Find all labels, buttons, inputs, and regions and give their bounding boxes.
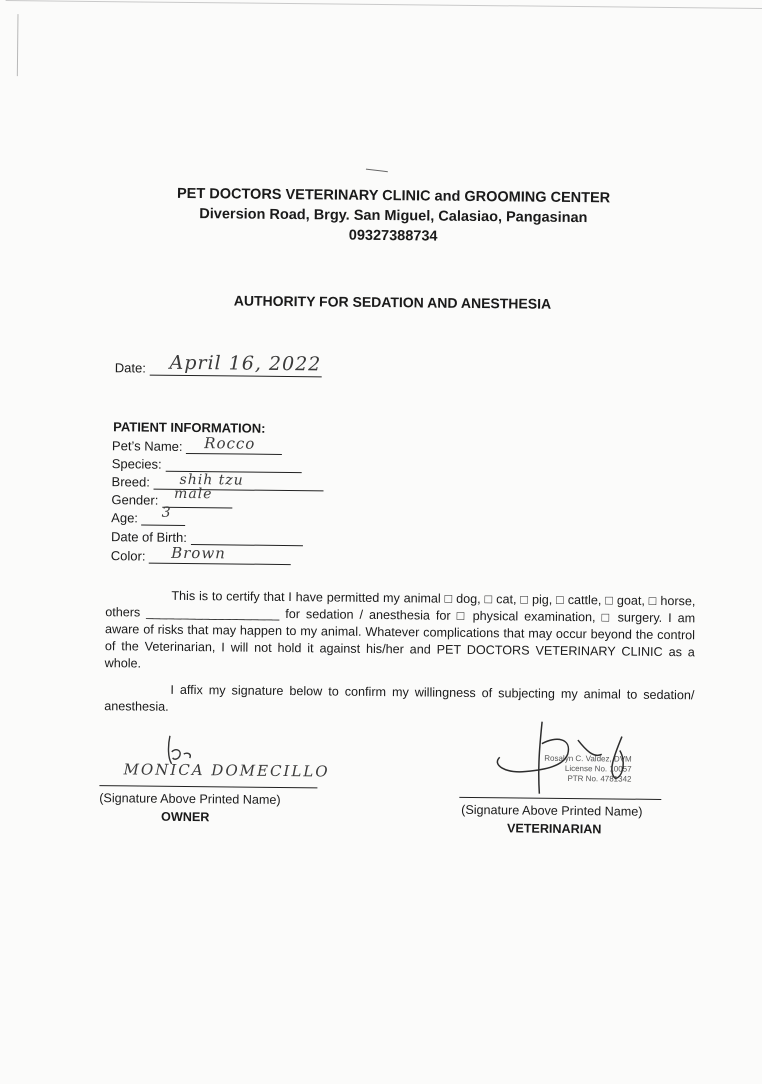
vet-stamp-ptr: PTR No. 4781342 xyxy=(567,773,632,784)
clinic-phone: 09327388734 xyxy=(348,227,438,245)
age-label: Age: xyxy=(111,510,139,526)
consent-paragraph-1 xyxy=(105,587,696,678)
color-line xyxy=(149,543,291,565)
dob-label: Date of Birth: xyxy=(110,529,187,545)
pet-name-line xyxy=(186,434,282,455)
vet-role-label: VETERINARIAN xyxy=(506,821,602,837)
age-field xyxy=(111,504,186,526)
patient-info-heading: PATIENT INFORMATION: xyxy=(113,419,266,436)
vet-stamp-name: Rosalyn C. Valdez, DVM xyxy=(544,753,632,764)
stray-mark xyxy=(366,169,388,173)
gender-label: Gender: xyxy=(111,492,159,508)
gender-line xyxy=(162,485,232,509)
owner-printed-name: MONICA DOMECILLO xyxy=(123,760,330,781)
pet-name-field xyxy=(111,434,282,455)
species-field xyxy=(112,455,302,473)
gender-value: male xyxy=(173,485,213,503)
document-title: AUTHORITY FOR SEDATION AND ANESTHESIA xyxy=(233,292,552,312)
clinic-name: PET DOCTORS VETERINARY CLINIC and GROOMING CENTER xyxy=(176,185,611,207)
owner-role-label: OWNER xyxy=(161,809,210,825)
date-label: Date: xyxy=(114,360,146,376)
color-label: Color: xyxy=(110,548,146,564)
species-label: Species: xyxy=(111,456,162,472)
color-value: Brown xyxy=(171,543,226,563)
consent-text-2: I affix my signature below to confirm my willingness of subjecting my animal to sedation/ anesthesia. xyxy=(104,682,695,714)
breed-value: shih tzu xyxy=(179,471,244,489)
clinic-address: Diversion Road, Brgy. San Miguel, Calasiao, Pangasinan xyxy=(199,206,588,227)
consent-text-1: This is to certify that I have permitted my animal □ dog, □ cat, □ pig, □ cattle, □ goat, □ horse, others ___________________ for sedation / anesthesia for □ physical examination, □ surgery. I am aware of risks that may happen to my animal. Whatever complications that may occur beyond the control of the Veterinarian, I will not hold it against his/her and PET DOCTORS VETERINARY CLINIC as a whole. xyxy=(104,588,696,671)
date-line xyxy=(149,351,322,378)
indent xyxy=(105,599,171,600)
pet-name-label: Pet’s Name: xyxy=(111,438,183,454)
owner-signature-caption: (Signature Above Printed Name) xyxy=(99,791,281,807)
vet-signature-scribble xyxy=(485,713,636,801)
gender-field xyxy=(111,485,232,508)
scan-edge xyxy=(6,0,762,9)
vet-stamp-license: License No. 10057 xyxy=(564,763,632,774)
age-value: 3 xyxy=(161,504,172,521)
date-value: April 16, 2022 xyxy=(169,351,322,376)
breed-field xyxy=(112,473,324,491)
breed-label: Breed: xyxy=(111,474,150,490)
pet-name-value: Rocco xyxy=(204,434,256,453)
age-line xyxy=(142,504,186,526)
scan-edge xyxy=(17,14,19,76)
indent xyxy=(104,693,170,694)
clinic-header xyxy=(153,184,634,249)
owner-signature-line xyxy=(99,785,317,788)
vet-signature-caption: (Signature Above Printed Name) xyxy=(461,802,643,819)
color-field xyxy=(110,543,291,565)
date-field xyxy=(114,351,322,377)
species-line xyxy=(165,456,301,473)
